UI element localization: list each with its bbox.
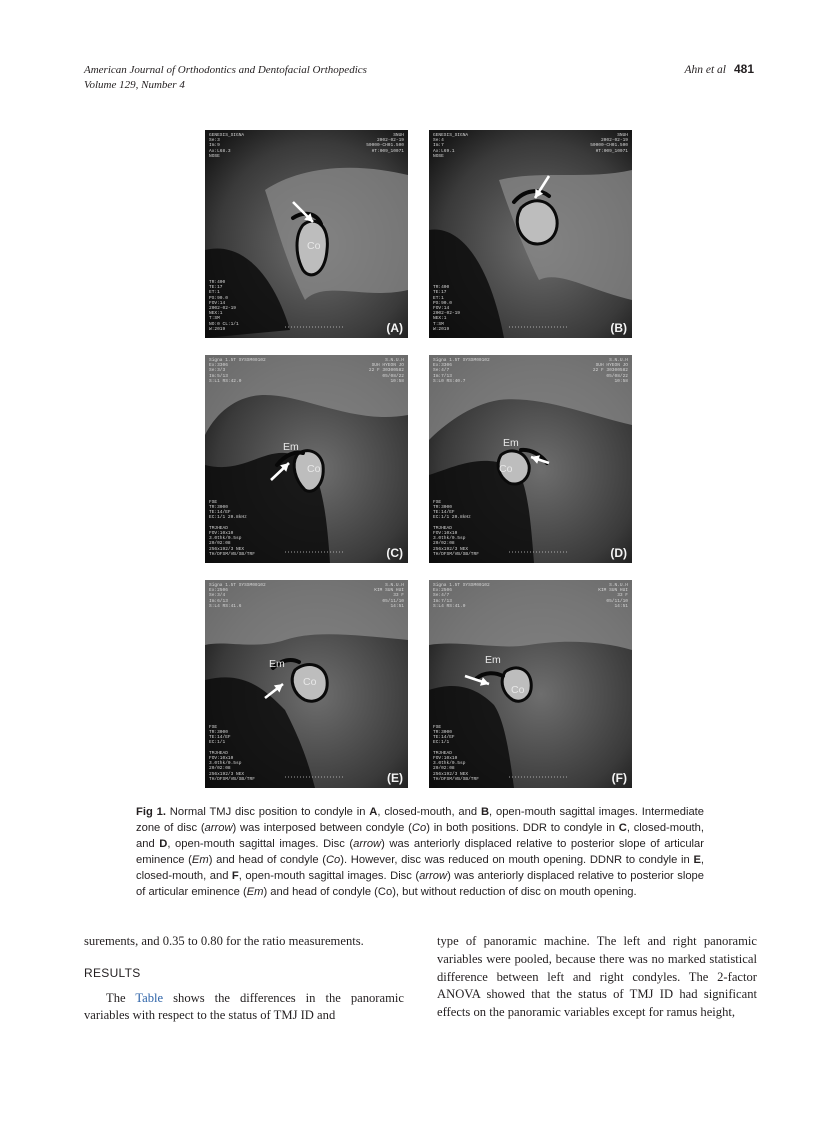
body-column-left bbox=[84, 933, 404, 1025]
anatomy-label: Co bbox=[511, 684, 525, 696]
caption-text: Normal TMJ disc position to condyle in bbox=[165, 806, 370, 818]
caption-text: ) in both positions. DDR to condyle in bbox=[426, 822, 619, 835]
caption-text: ) and head of condyle ( bbox=[208, 854, 326, 867]
anatomy-label: Em bbox=[283, 441, 299, 453]
caption-text: , closed-mouth, and bbox=[136, 822, 704, 851]
body-column-right bbox=[437, 933, 757, 1022]
dicom-overlay-text: FSE TR:3000 TE:14/EF EC:1/1 20.8kHz TMJHEAD FOV:10x10 3.0thk/0.5sp 20/02:08 256x192/3 NEX TH/DFSM/VB/SB/TRF bbox=[433, 499, 479, 557]
mri-panel-a bbox=[205, 130, 408, 338]
panel-label: (F) bbox=[611, 771, 627, 785]
dicom-overlay-text: S.N.U.H KIM SUN HUI 33 F 05/11/10 14:51 bbox=[598, 583, 628, 609]
dicom-overlay-text: Signa 1.5T SYSSM00102 Ex:3306 Se:4/7 Im:7/13 S:L0 RS:40.7 bbox=[433, 358, 490, 384]
dicom-overlay-text: S.N.U.H KIM SUN HUI 33 F 05/11/10 14:51 bbox=[374, 583, 404, 609]
caption-text: , closed-mouth, and bbox=[377, 806, 481, 818]
journal-title: American Journal of Orthodontics and Dentofacial Orthopedics bbox=[84, 64, 367, 76]
section-heading-results: RESULTS bbox=[84, 965, 141, 980]
caption-text: , closed-mouth, and bbox=[136, 854, 705, 883]
dicom-overlay-text: S.N.U.H SUH HYEON JO 22 F 30300582 05/08/22 10:58 bbox=[592, 358, 628, 384]
dicom-overlay-text: TR:400 TE:17 ET:1 PS:90.0 FOV:14 2002-02-19 NEX:1 T:SM NO:0 CL:1/1 W:2019 bbox=[209, 279, 239, 332]
paragraph: surements, and 0.35 to 0.80 for the ratio measurements. bbox=[84, 934, 364, 948]
dicom-overlay-text: TR:400 TE:17 ET:1 PS:90.0 FOV:14 2002-02-19 NEX:1 T:SM W:2019 bbox=[433, 285, 461, 332]
anatomy-label: Co bbox=[303, 676, 317, 688]
caption-term: arrow bbox=[353, 838, 382, 851]
paragraph-text: The bbox=[106, 990, 136, 1005]
caption-text: , open-mouth sagittal images. Disc ( bbox=[167, 838, 354, 851]
caption-term: Co bbox=[325, 854, 341, 867]
paragraph-text: shows the differences in the panoramic variables with respect to the status of TMJ ID and bbox=[84, 990, 404, 1023]
caption-term: Co bbox=[411, 822, 427, 835]
dicom-overlay-text: Signa 1.5T SYSSM00102 Ex:2506 Se:3/4 Im:6/13 S:L4 RS:41.6 bbox=[209, 583, 266, 609]
dicom-overlay-text: Signa 1.5T SYSSM00102 Ex:2506 Se:4/7 Im:7/13 S:L4 RS:41.0 bbox=[433, 583, 490, 609]
dicom-overlay-text: S.N.U.H SUH HYEON JO 22 F 30300582 05/08/22 10:58 bbox=[368, 358, 404, 384]
caption-text: ). However, disc was reduced on mouth opening. DDNR to condyle in bbox=[340, 854, 694, 867]
caption-ref: B bbox=[480, 806, 490, 818]
panel-label: (E) bbox=[387, 771, 403, 785]
dicom-overlay-text: SNUH 2002-02-19 50000-CH01.500 HT:009_10071 bbox=[366, 133, 404, 154]
mri-panel-c bbox=[205, 355, 408, 563]
caption-text: ) and head of condyle (Co), but without reduction of disc on mouth opening. bbox=[263, 886, 637, 899]
caption-text: ) was anteriorly displaced relative to posterior slope of articular eminence ( bbox=[136, 838, 704, 867]
condyle-shape bbox=[517, 201, 557, 244]
caption-ref: D bbox=[159, 838, 168, 851]
panel-label: (C) bbox=[386, 546, 403, 560]
page-number: 481 bbox=[733, 62, 754, 76]
dicom-overlay-text: FSE TR:3000 TE:14/EF EC:1/1 20.8kHz TMJHEAD FOV:10x10 3.0thk/0.5sp 20/02:08 256x192/3 NEX TH/DFSM/VB/SB/TRF bbox=[209, 499, 255, 557]
caption-ref: F bbox=[231, 870, 239, 883]
anatomy-label: Em bbox=[269, 658, 285, 670]
anatomy-label: Co bbox=[307, 463, 321, 475]
mri-panel-d bbox=[429, 355, 632, 563]
journal-volume: Volume 129, Number 4 bbox=[84, 79, 185, 91]
dicom-overlay-text: FSE TR:3000 TE:14/EF EC:1/1 TMJHEAD FOV:10x10 3.0thk/0.5sp 20/02:08 256x192/3 NEX TH/DFSM/VB/SB/TRF bbox=[433, 724, 479, 782]
caption-term: Em bbox=[191, 854, 209, 867]
caption-ref: A bbox=[369, 806, 378, 818]
mri-panel-f bbox=[429, 580, 632, 788]
panel-label: (A) bbox=[386, 321, 403, 335]
running-header-left bbox=[84, 63, 367, 93]
caption-text: ) was anteriorly displaced relative to posterior slope of articular eminence ( bbox=[136, 870, 704, 899]
caption-text: , open-mouth sagittal images. Intermediate zone of disc ( bbox=[136, 806, 704, 835]
panel-label: (B) bbox=[610, 321, 627, 335]
author-line: Ahn et al bbox=[684, 64, 726, 76]
table-link[interactable]: Table bbox=[135, 990, 164, 1005]
caption-term: Em bbox=[246, 886, 264, 899]
caption-label: Fig 1. bbox=[136, 806, 166, 818]
mri-panel-e bbox=[205, 580, 408, 788]
dicom-overlay-text: FSE TR:3000 TE:14/EF EC:1/1 TMJHEAD FOV:10x10 3.0thk/0.5sp 20/02:08 256x192/3 NEX TH/DFSM/VB/SB/TRF bbox=[209, 724, 255, 782]
caption-term: arrow bbox=[204, 822, 233, 835]
running-header-right bbox=[684, 62, 754, 76]
dicom-overlay-text: GENESIS_SIGNA Se:4 Im:7 Ax:L69.1 NOSE bbox=[433, 133, 469, 159]
dicom-overlay-text: GENESIS_SIGNA Se:3 Im:9 Ax:L68.3 NOSE bbox=[209, 133, 245, 159]
anatomy-label: Co bbox=[499, 463, 513, 475]
caption-ref: E bbox=[693, 854, 701, 867]
paragraph: type of panoramic machine. The left and right panoramic variables were pooled, because there was no marked statistical difference between left and right condyles. The 2-factor ANOVA showed that the status of TMJ ID had significant effects on the panoramic variables except for ramus height, bbox=[437, 934, 757, 1020]
panel-label: (D) bbox=[610, 546, 627, 560]
caption-text: , open-mouth sagittal images. Disc ( bbox=[238, 870, 420, 883]
paragraph bbox=[84, 990, 404, 1026]
caption-term: arrow bbox=[419, 870, 448, 883]
dicom-overlay-text: SNUH 2002-02-19 50000-CH01.500 HT:009_10071 bbox=[590, 133, 628, 154]
caption-text: ) was interposed between condyle ( bbox=[232, 822, 412, 835]
mri-panel-b bbox=[429, 130, 632, 338]
dicom-overlay-text: Signa 1.5T SYSSM00102 Ex:3306 Se:3/3 Im:5/13 S:L1 RS:42.0 bbox=[209, 358, 266, 384]
anatomy-label: Co bbox=[307, 240, 321, 252]
anatomy-label: Em bbox=[485, 654, 501, 666]
caption-ref: C bbox=[618, 822, 627, 835]
figure-caption bbox=[136, 804, 704, 901]
anatomy-label: Em bbox=[503, 437, 519, 449]
